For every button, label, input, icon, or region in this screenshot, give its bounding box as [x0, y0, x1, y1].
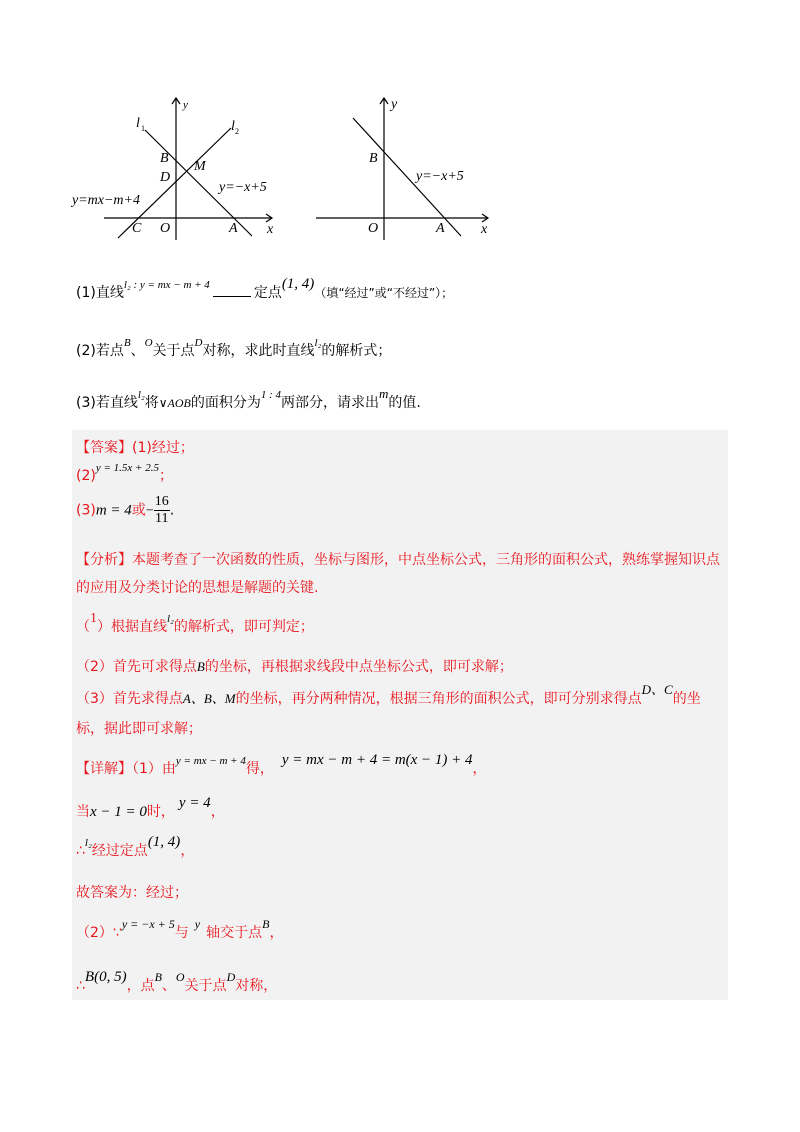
detail-tag: 【详解】: [76, 761, 132, 777]
detail-line-6: ∴B(0, 5)，点B、O关于点D对称，: [76, 969, 278, 994]
question-1: (1)直线$^{l_2 : y = mx - m + 4}$ 定点(1, 4)（填“经过”或“不经过”）；: [76, 276, 454, 301]
figure-left: [60, 90, 300, 250]
detail-line-4: 故答案为：经过；: [76, 885, 188, 901]
fig1-B: B: [160, 151, 169, 166]
q1-math: l₂ : y = mx − m + 4: [123, 279, 210, 291]
fig1-l2-label: l: [231, 119, 235, 134]
fig1-O: O: [160, 221, 171, 236]
analysis-line-1: 【分析】本题考查了一次函数的性质，坐标与图形，中点坐标公式，三角形的面积公式，熟练掌握知识点: [76, 552, 720, 568]
fig1-l1-sub: 1: [141, 124, 145, 133]
fig2-x-label: x: [481, 222, 488, 237]
fig2-B: B: [369, 151, 378, 166]
fig1-D: D: [160, 170, 171, 185]
fig1-x-label: x: [267, 222, 274, 237]
fig1-l2-sub: 2: [235, 127, 239, 136]
figure-right: [310, 90, 500, 250]
question-2: (2)若点$^B$、$^O$关于点$^D$对称，求此时直线$^{l_2}$的解析式；: [76, 337, 392, 359]
detail-line-3: ∴$^{l_2}$经过定点(1, 4)，: [76, 834, 195, 859]
analysis-point-3: （3）首先求得点A、B、M的坐标，再分两种情况，根据三角形的面积公式，即可分别求得点D、C的坐: [76, 682, 701, 707]
analysis-line-2: 的应用及分类讨论的思想是解题的关键.: [76, 580, 319, 596]
analysis-point-1: （1）根据直线$^{l_2}$的解析式，即可判定；: [76, 611, 314, 635]
analysis-point-2: （2）首先可求得点B的坐标，再根据求线段中点坐标公式，即可求解；: [76, 659, 513, 675]
fig2-y-label: y: [391, 97, 398, 112]
fraction-16-11: $\frac{16}{11}$: [154, 494, 169, 526]
q1-point: (1, 4): [281, 276, 315, 292]
fig1-eq-l1: y=mx−m+4: [72, 193, 140, 208]
fig1-y-label: y: [183, 99, 188, 111]
analysis-tag: 【分析】: [76, 552, 132, 568]
fig1-A: A: [229, 221, 238, 236]
fig2-O: O: [368, 221, 379, 236]
fig1-eq-l2: y=−x+5: [219, 180, 267, 195]
fig1-C: C: [132, 221, 142, 236]
answer-tag: 【答案】: [76, 440, 132, 456]
fig1-l1-label: l: [136, 116, 140, 131]
detail-line-5: （2）∵y = −x + 5与y轴交于点B，: [76, 917, 284, 941]
answer-blank[interactable]: [213, 282, 251, 297]
fig2-A: A: [436, 221, 445, 236]
answer-line-3: (3)m = 4或− $\frac{16}{11}$ .: [76, 494, 175, 526]
answer-line-1: 【答案】(1)经过；: [76, 440, 194, 456]
answer-line-2: $(2)^{y = 1.5x + 2.5}$；: [76, 462, 173, 484]
analysis-point-3-cont: 标，据此即可求解；: [76, 721, 202, 737]
detail-line-1: 【详解】（1）由$^{y = mx - m + 4}$得，y = mx − m + 4 = m(x − 1) + 4，: [76, 752, 487, 777]
fig2-eq: y=−x+5: [416, 169, 464, 184]
detail-line-2: 当x − 1 = 0时，y = 4，: [76, 795, 225, 820]
fig1-M: M: [194, 159, 206, 174]
question-3: (3)若直线$^{l_2}$将∨AOB的面积分为$^{1 : 4}$两部分，请求出m的值.: [76, 386, 421, 411]
